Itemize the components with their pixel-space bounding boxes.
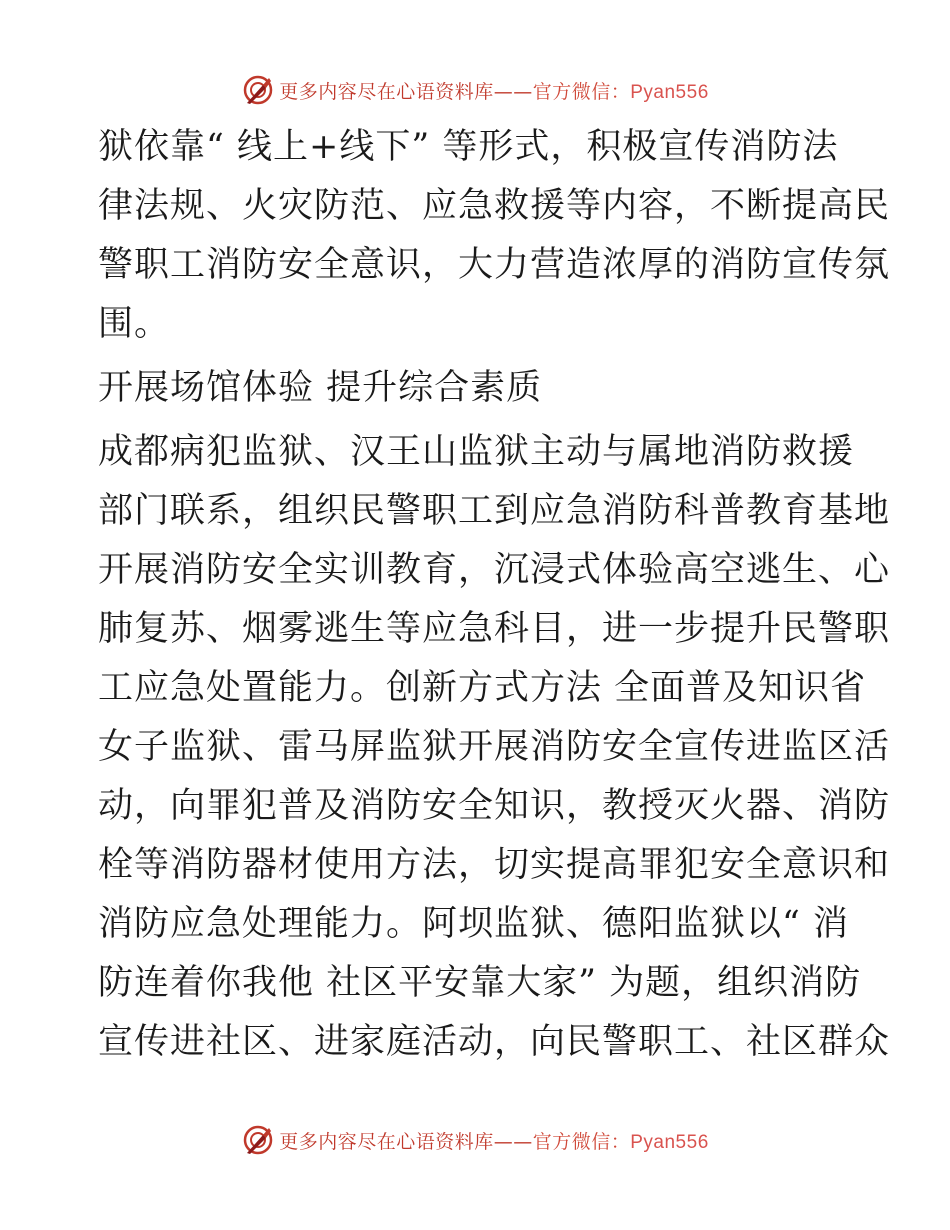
text-line: 成都病犯监狱、汉王山监狱主动与属地消防救援 xyxy=(98,432,855,472)
text-line: 宣传进社区、进家庭活动，向民警职工、社区群众 xyxy=(98,1022,891,1062)
banner-text xyxy=(279,1127,709,1154)
text-line: 狱依靠“ 线上+线下” 等形式，积极宣传消防法 xyxy=(98,127,839,167)
text-line: 消防应急处理能力。阿坝监狱、德阳监狱以“ 消 xyxy=(98,904,850,944)
text-line: 开展消防安全实训教育，沉浸式体验高空逃生、心 xyxy=(98,550,891,590)
text-line: 肺复苏、烟雾逃生等应急科目，进一步提升民警职 xyxy=(98,609,891,649)
text-line: 部门联系，组织民警职工到应急消防科普教育基地 xyxy=(98,491,891,531)
banner-separator: —— xyxy=(493,1130,533,1153)
text-line: 律法规、火灾防范、应急救援等内容，不断提高民 xyxy=(98,186,891,226)
text-line: 女子监狱、雷马屏监狱开展消防安全宣传进监区活 xyxy=(98,727,891,767)
brand-logo-icon xyxy=(241,1123,275,1157)
section-heading xyxy=(98,359,858,418)
text-line: 防连着你我他 社区平安靠大家” 为题，组织消防 xyxy=(98,963,862,1003)
brand-logo-icon xyxy=(241,73,275,107)
wechat-label: 官方微信： xyxy=(532,1130,631,1153)
banner-separator: —— xyxy=(493,80,533,103)
text-line: 动，向罪犯普及消防安全知识，教授灭火器、消防 xyxy=(98,786,891,826)
document-body xyxy=(98,118,891,1072)
footer-banner xyxy=(0,1120,950,1160)
wechat-id: Pyan556 xyxy=(630,81,709,103)
text-line: 栓等消防器材使用方法，切实提高罪犯安全意识和 xyxy=(98,845,891,885)
header-banner xyxy=(0,70,950,110)
banner-title: 更多内容尽在心语资料库 xyxy=(279,1130,494,1153)
wechat-id: Pyan556 xyxy=(630,1131,709,1153)
text-line: 警职工消防安全意识，大力营造浓厚的消防宣传氛 xyxy=(98,245,891,285)
heading-line: 开展场馆体验 提升综合素质 xyxy=(98,368,543,408)
banner-text xyxy=(279,77,709,104)
wechat-label: 官方微信： xyxy=(532,80,631,103)
paragraph-1 xyxy=(98,118,891,354)
text-line: 围。 xyxy=(98,304,171,344)
banner-title: 更多内容尽在心语资料库 xyxy=(279,80,494,103)
paragraph-2 xyxy=(98,423,891,1072)
text-line: 工应急处置能力。创新方式方法 全面普及知识省 xyxy=(98,668,867,708)
